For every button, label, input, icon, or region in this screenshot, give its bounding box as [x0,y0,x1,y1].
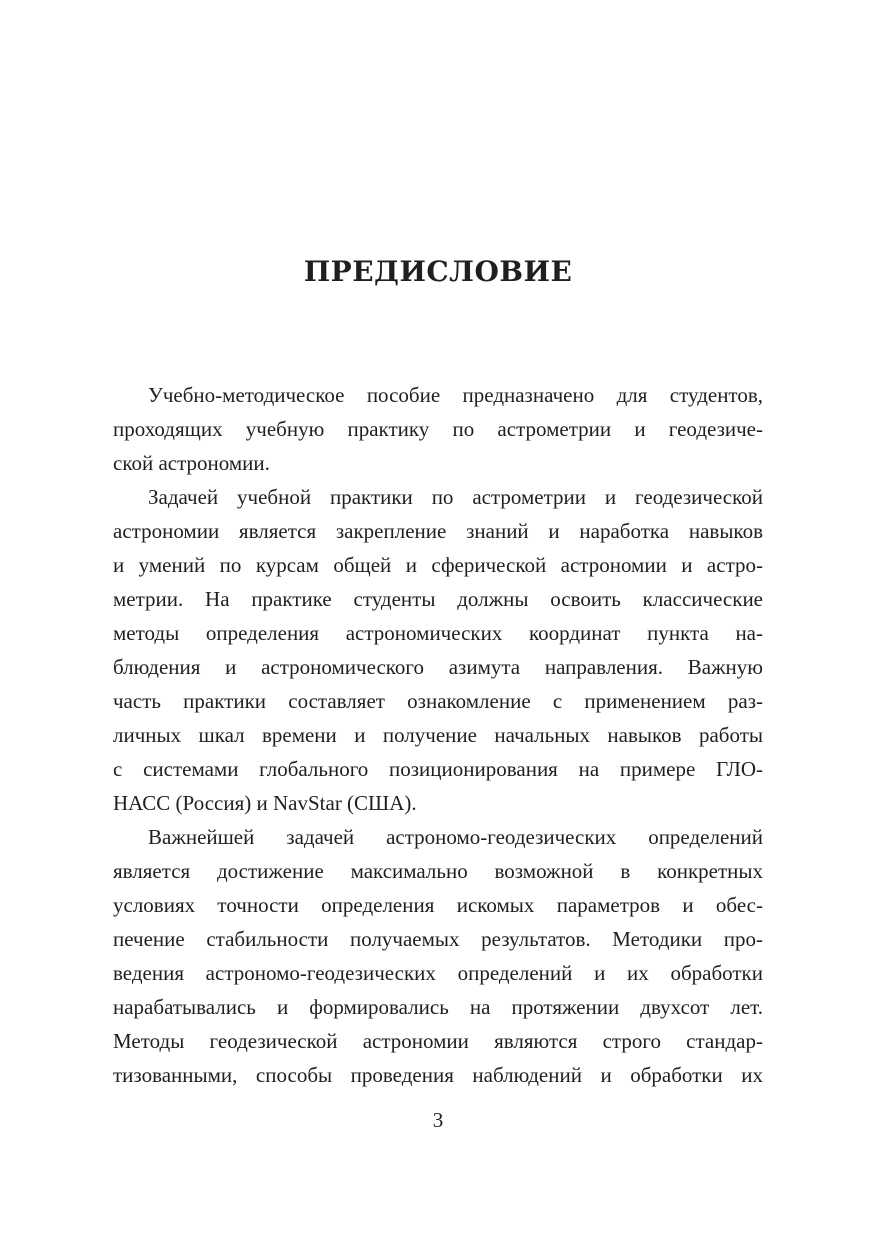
paragraph-3-line-4: печение стабильности получаемых результатов. Методики про- [113,927,763,951]
paragraph-2-line-9: с системами глобального позиционирования на примере ГЛО- [113,757,763,781]
body-text [113,378,763,1092]
paragraph-3-line-1: Важнейшей задачей астрономо-геодезических определений [148,825,763,849]
paragraph-2-line-4: метрии. На практике студенты должны освоить классические [113,587,763,611]
paragraph-3-line-7: Методы геодезической астрономии являются строго стандар- [113,1029,763,1053]
paragraph-2-line-8: личных шкал времени и получение начальных навыков работы [113,723,763,747]
paragraph-3-line-3: условиях точности определения искомых параметров и обес- [113,893,763,917]
paragraph-2-line-7: часть практики составляет ознакомление с применением раз- [113,689,763,713]
paragraph-1-line-2: проходящих учебную практику по астрометрии и геодезиче- [113,417,763,441]
paragraph-3-line-5: ведения астрономо-геодезических определений и их обработки [113,961,763,985]
paragraph-2-line-2: астрономии является закрепление знаний и наработка навыков [113,519,763,543]
paragraph-1-line-1: Учебно-методическое пособие предназначено для студентов, [148,383,763,407]
page-number: 3 [432,1108,444,1132]
paragraph-2-line-1: Задачей учебной практики по астрометрии и геодезической [148,485,763,509]
page-title: ПРЕДИСЛОВИЕ [303,255,573,288]
paragraph-2-line-6: блюдения и астрономического азимута направления. Важную [113,655,763,679]
paragraph-3-line-2: является достижение максимально возможной в конкретных [113,859,763,883]
paragraph-1-line-3: ской астрономии. [113,451,270,475]
paragraph-3-line-8: тизованными, способы проведения наблюдений и обработки их [113,1063,763,1087]
paragraph-2-line-3: и умений по курсам общей и сферической астрономии и астро- [113,553,763,577]
paragraph-2-line-10: НАСС (Россия) и NavStar (США). [113,791,417,815]
paragraph-2-line-5: методы определения астрономических координат пункта на- [113,621,763,645]
paragraph-3-line-6: нарабатывались и формировались на протяжении двухсот лет. [113,995,763,1019]
